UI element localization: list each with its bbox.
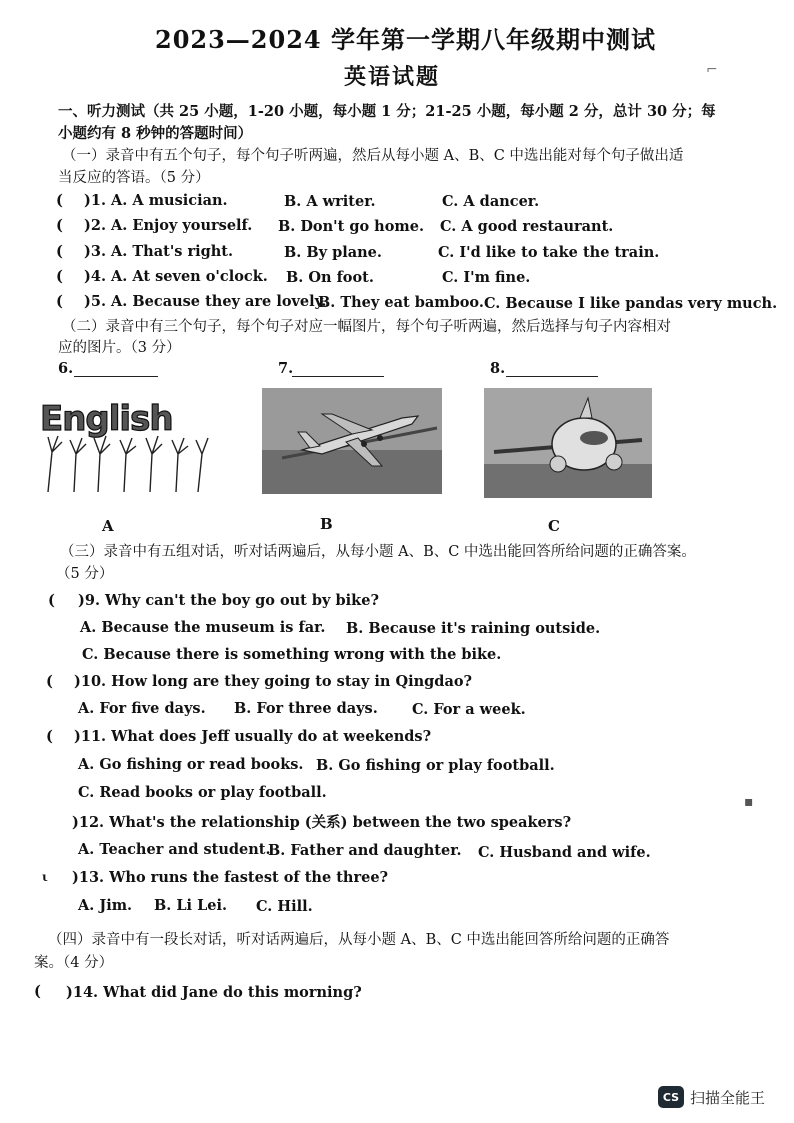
- blank-8-label: 8.: [490, 360, 506, 377]
- question-5-option-a: )5. A. Because they are lovely.: [84, 293, 327, 310]
- question-12-option-a: A. Teacher and student.: [78, 841, 271, 858]
- answer-paren-10[interactable]: (: [46, 673, 53, 690]
- question-13: )13. Who runs the fastest of the three?: [72, 869, 389, 886]
- part4-instructions-line1: （四）录音中有一段长对话，听对话两遍后，从每小题 A、B、C 中选出能回答所给问题的正确答: [48, 932, 670, 948]
- question-3-option-b: B. By plane.: [284, 244, 382, 261]
- question-3-option-c: C. I'd like to take the train.: [438, 244, 660, 261]
- question-10-option-c: C. For a week.: [412, 701, 526, 718]
- scanner-brand-text: 扫描全能王: [690, 1088, 766, 1107]
- question-9-option-c: C. Because there is something wrong with the bike.: [82, 646, 502, 663]
- picture-c-airplane-front: [484, 388, 652, 498]
- question-13-option-b: B. Li Lei.: [154, 897, 228, 914]
- picture-a-word: English: [40, 399, 173, 439]
- question-12-option-c: C. Husband and wife.: [478, 844, 651, 861]
- question-1-option-c: C. A dancer.: [442, 193, 540, 210]
- question-9-option-b: B. Because it's raining outside.: [346, 620, 601, 637]
- part3-instructions-line1: （三）录音中有五组对话，听对话两遍后，从每小题 A、B、C 中选出能回答所给问题的正确答案。: [60, 544, 696, 560]
- question-5-option-c: C. Because I like pandas very much.: [484, 295, 778, 312]
- caption-a: A: [102, 517, 114, 535]
- question-2-option-a: )2. A. Enjoy yourself.: [84, 217, 253, 234]
- question-13-option-c: C. Hill.: [256, 898, 313, 915]
- part1-instructions-line1: （一）录音中有五个句子，每个句子听两遍，然后从每小题 A、B、C 中选出能对每个句子做出适: [62, 148, 684, 164]
- question-4-option-b: B. On foot.: [286, 269, 374, 286]
- answer-paren-5[interactable]: (: [56, 293, 63, 310]
- question-12-option-b: B. Father and daughter.: [268, 842, 462, 859]
- question-5-option-b: B. They eat bamboo.: [318, 294, 484, 311]
- scan-mark: ▪: [744, 794, 754, 810]
- part2-instructions-line2: 应的图片。（3 分）: [58, 340, 181, 356]
- caption-b: B: [320, 515, 333, 533]
- blank-7-line[interactable]: [292, 376, 384, 377]
- blank-7-label: 7.: [278, 360, 294, 377]
- answer-paren-2[interactable]: (: [56, 217, 63, 234]
- section1-line2: 小题约有 8 秒钟的答题时间）: [58, 125, 253, 142]
- part4-instructions-line2: 案。（4 分）: [34, 955, 114, 971]
- question-4-option-a: )4. A. At seven o'clock.: [84, 268, 268, 285]
- exam-subtitle: 英语试题: [344, 64, 441, 90]
- question-4-option-c: C. I'm fine.: [442, 269, 531, 286]
- question-9-option-a: A. Because the museum is far.: [80, 619, 326, 636]
- question-11: )11. What does Jeff usually do at weekends?: [74, 728, 432, 745]
- blank-8-line[interactable]: [506, 376, 598, 377]
- question-9: )9. Why can't the boy go out by bike?: [78, 592, 379, 609]
- question-12: )12. What's the relationship (关系) between the two speakers?: [72, 814, 572, 831]
- part1-instructions-line2: 当反应的答语。（5 分）: [58, 170, 210, 186]
- question-2-option-c: C. A good restaurant.: [440, 218, 614, 235]
- question-1-option-a: )1. A. A musician.: [84, 192, 228, 209]
- picture-a-english-hands: [38, 392, 214, 492]
- answer-paren-9[interactable]: (: [48, 592, 55, 609]
- answer-paren-14[interactable]: (: [34, 983, 41, 1000]
- scan-mark: ⌐: [706, 62, 718, 78]
- part2-instructions-line1: （二）录音中有三个句子，每个句子对应一幅图片，每个句子听两遍，然后选择与句子内容相对: [62, 319, 671, 335]
- question-11-option-b: B. Go fishing or play football.: [316, 757, 555, 774]
- question-13-option-a: A. Jim.: [78, 897, 133, 914]
- answer-paren-4[interactable]: (: [56, 268, 63, 285]
- scanner-watermark: [658, 1086, 765, 1108]
- exam-title: 2023—2024 学年第一学期八年级期中测试: [155, 25, 656, 54]
- question-3-option-a: )3. A. That's right.: [84, 243, 234, 260]
- question-11-option-a: A. Go fishing or read books.: [78, 756, 304, 773]
- question-14: )14. What did Jane do this morning?: [66, 984, 362, 1001]
- blank-6-line[interactable]: [74, 376, 158, 377]
- cs-logo-icon: CS: [658, 1086, 684, 1108]
- answer-paren-3[interactable]: (: [56, 243, 63, 260]
- part3-instructions-line2: （5 分）: [56, 566, 114, 582]
- question-10-option-b: B. For three days.: [234, 700, 378, 717]
- question-11-option-c: C. Read books or play football.: [78, 784, 327, 801]
- question-2-option-b: B. Don't go home.: [278, 218, 425, 235]
- question-10: )10. How long are they going to stay in Qingdao?: [74, 673, 473, 690]
- section1-line1: 一、听力测试（共 25 小题，1-20 小题，每小题 1 分；21-25 小题，每小题 2 分，总计 30 分；每: [58, 103, 716, 120]
- answer-paren-1[interactable]: (: [56, 192, 63, 209]
- answer-paren-13[interactable]: ι: [42, 870, 48, 884]
- question-10-option-a: A. For five days.: [78, 700, 206, 717]
- answer-paren-11[interactable]: (: [46, 728, 53, 745]
- caption-c: C: [548, 517, 560, 535]
- blank-6-label: 6.: [58, 360, 74, 377]
- picture-b-airplane-landing: [262, 388, 442, 494]
- question-1-option-b: B. A writer.: [284, 193, 376, 210]
